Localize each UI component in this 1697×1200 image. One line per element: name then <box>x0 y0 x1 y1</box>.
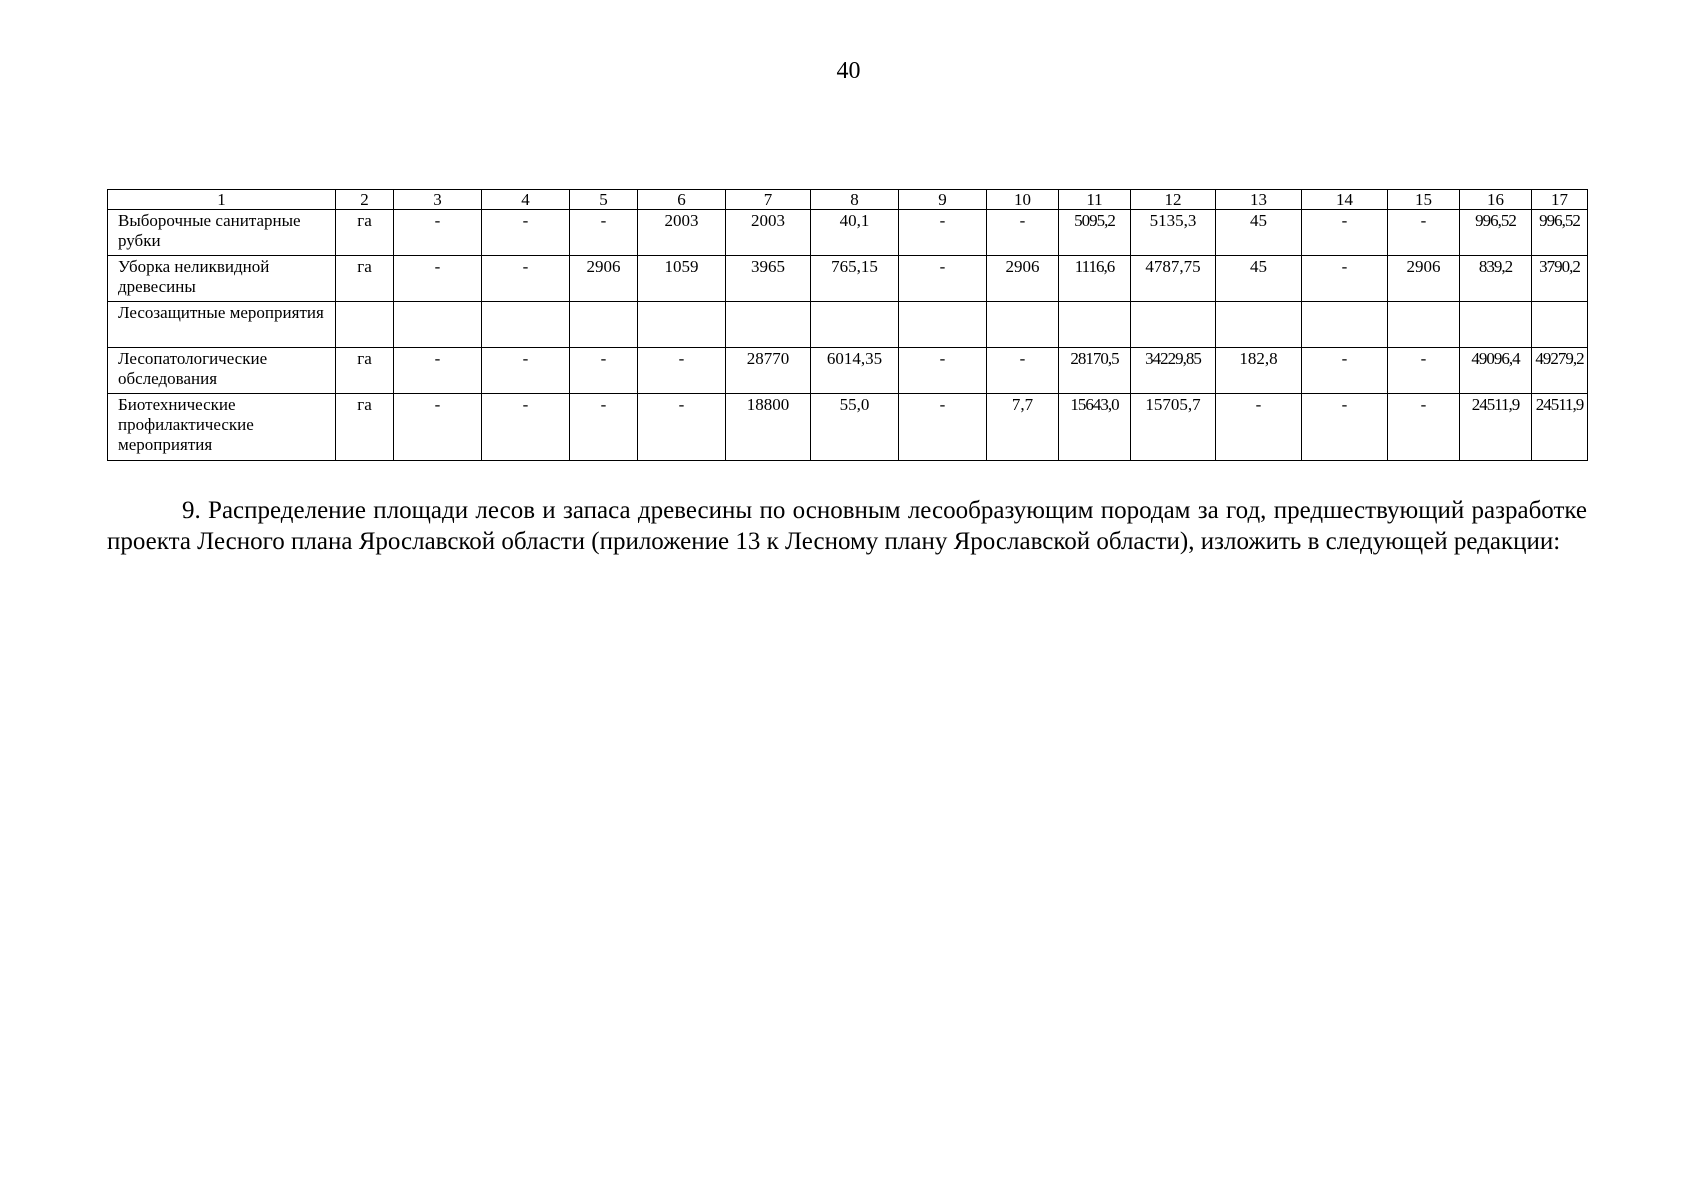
table-cell: 28170,5 <box>1059 348 1131 394</box>
table-cell: 45 <box>1216 210 1302 256</box>
table-cell: - <box>638 394 726 461</box>
table-cell: - <box>482 348 570 394</box>
column-number: 15 <box>1388 190 1460 210</box>
table-cell: 34229,85 <box>1131 348 1216 394</box>
table-cell: 182,8 <box>1216 348 1302 394</box>
table-cell: - <box>1302 256 1388 302</box>
column-number: 1 <box>108 190 336 210</box>
table-row <box>108 302 1588 348</box>
row-name: Биотехнические профилактические мероприятия <box>108 394 336 461</box>
table-cell: - <box>394 256 482 302</box>
table-cell: 3790,2 <box>1532 256 1588 302</box>
table-cell <box>1216 302 1302 348</box>
table-cell: 1116,6 <box>1059 256 1131 302</box>
table-cell <box>1460 302 1532 348</box>
column-number: 14 <box>1302 190 1388 210</box>
table-cell: - <box>1302 394 1388 461</box>
table-cell: 2906 <box>570 256 638 302</box>
table-cell: 45 <box>1216 256 1302 302</box>
table-cell <box>482 302 570 348</box>
table-cell: - <box>1302 210 1388 256</box>
table-cell: 28770 <box>726 348 811 394</box>
table-row <box>108 256 1588 302</box>
table-cell: 1059 <box>638 256 726 302</box>
column-number: 12 <box>1131 190 1216 210</box>
row-name: Уборка неликвидной древесины <box>108 256 336 302</box>
row-name: Лесозащитные мероприятия <box>108 302 336 348</box>
column-number: 8 <box>811 190 899 210</box>
column-number: 9 <box>899 190 987 210</box>
table-cell: - <box>899 394 987 461</box>
table-cell: 40,1 <box>811 210 899 256</box>
table-cell: га <box>336 394 394 461</box>
table-cell <box>570 302 638 348</box>
table-cell: - <box>482 394 570 461</box>
table-cell: - <box>482 210 570 256</box>
table-cell: - <box>1388 210 1460 256</box>
column-number: 2 <box>336 190 394 210</box>
table-cell: 2003 <box>726 210 811 256</box>
page-number: 40 <box>836 58 861 84</box>
table-cell: 3965 <box>726 256 811 302</box>
table-cell: - <box>638 348 726 394</box>
column-number: 4 <box>482 190 570 210</box>
table-cell: - <box>987 348 1059 394</box>
table-cell: 839,2 <box>1460 256 1532 302</box>
table-cell: - <box>394 210 482 256</box>
table-cell <box>1532 302 1588 348</box>
table-row <box>108 394 1588 461</box>
table-cell: - <box>899 256 987 302</box>
table-row <box>108 348 1588 394</box>
table-cell <box>1388 302 1460 348</box>
column-number: 7 <box>726 190 811 210</box>
table-cell: - <box>987 210 1059 256</box>
table-cell: - <box>394 394 482 461</box>
table-cell: - <box>899 210 987 256</box>
table-cell: 4787,75 <box>1131 256 1216 302</box>
table-cell <box>987 302 1059 348</box>
table-cell <box>336 302 394 348</box>
table-cell: га <box>336 348 394 394</box>
table-row <box>108 210 1588 256</box>
table-cell: 15643,0 <box>1059 394 1131 461</box>
table-cell: 5095,2 <box>1059 210 1131 256</box>
table-cell: - <box>482 256 570 302</box>
table-cell: - <box>1388 348 1460 394</box>
table-header-row <box>108 190 1588 210</box>
table-cell: га <box>336 256 394 302</box>
table-cell <box>726 302 811 348</box>
table-cell: 2003 <box>638 210 726 256</box>
table-cell <box>394 302 482 348</box>
table-cell: га <box>336 210 394 256</box>
row-name: Выборочные санитарные рубки <box>108 210 336 256</box>
table-cell: 765,15 <box>811 256 899 302</box>
column-number: 16 <box>1460 190 1532 210</box>
table-cell: 996,52 <box>1460 210 1532 256</box>
table-cell: 5135,3 <box>1131 210 1216 256</box>
table-cell <box>899 302 987 348</box>
table-cell <box>1131 302 1216 348</box>
table-cell: 2906 <box>987 256 1059 302</box>
table-cell: 2906 <box>1388 256 1460 302</box>
table-cell: - <box>899 348 987 394</box>
section-9-paragraph: 9. Распределение площади лесов и запаса древесины по основным лесообразующим породам за год, предшествующий разработке проекта Лесного плана Ярославской области (приложение 13 к Лесному плану Ярославской области), изложить в следующей редакции: <box>107 497 1587 555</box>
column-number: 11 <box>1059 190 1131 210</box>
table-cell: 55,0 <box>811 394 899 461</box>
table-cell: 996,52 <box>1532 210 1588 256</box>
table-cell: 18800 <box>726 394 811 461</box>
table-cell: 6014,35 <box>811 348 899 394</box>
column-number: 13 <box>1216 190 1302 210</box>
column-number: 5 <box>570 190 638 210</box>
table-cell: 24511,9 <box>1532 394 1588 461</box>
table-cell: 49279,2 <box>1532 348 1588 394</box>
table-cell: 7,7 <box>987 394 1059 461</box>
table-cell: - <box>394 348 482 394</box>
table-cell <box>1302 302 1388 348</box>
table-cell <box>638 302 726 348</box>
column-number: 3 <box>394 190 482 210</box>
table-cell: - <box>1216 394 1302 461</box>
table-cell: - <box>1388 394 1460 461</box>
table-cell: - <box>570 394 638 461</box>
table-cell <box>1059 302 1131 348</box>
table-cell: 15705,7 <box>1131 394 1216 461</box>
forest-measures-table <box>107 189 1588 461</box>
table-cell: - <box>570 348 638 394</box>
row-name: Лесопатологические обследования <box>108 348 336 394</box>
table-cell: 24511,9 <box>1460 394 1532 461</box>
column-number: 17 <box>1532 190 1588 210</box>
table-cell <box>811 302 899 348</box>
table-cell: - <box>1302 348 1388 394</box>
table-cell: - <box>570 210 638 256</box>
column-number: 10 <box>987 190 1059 210</box>
table-cell: 49096,4 <box>1460 348 1532 394</box>
column-number: 6 <box>638 190 726 210</box>
